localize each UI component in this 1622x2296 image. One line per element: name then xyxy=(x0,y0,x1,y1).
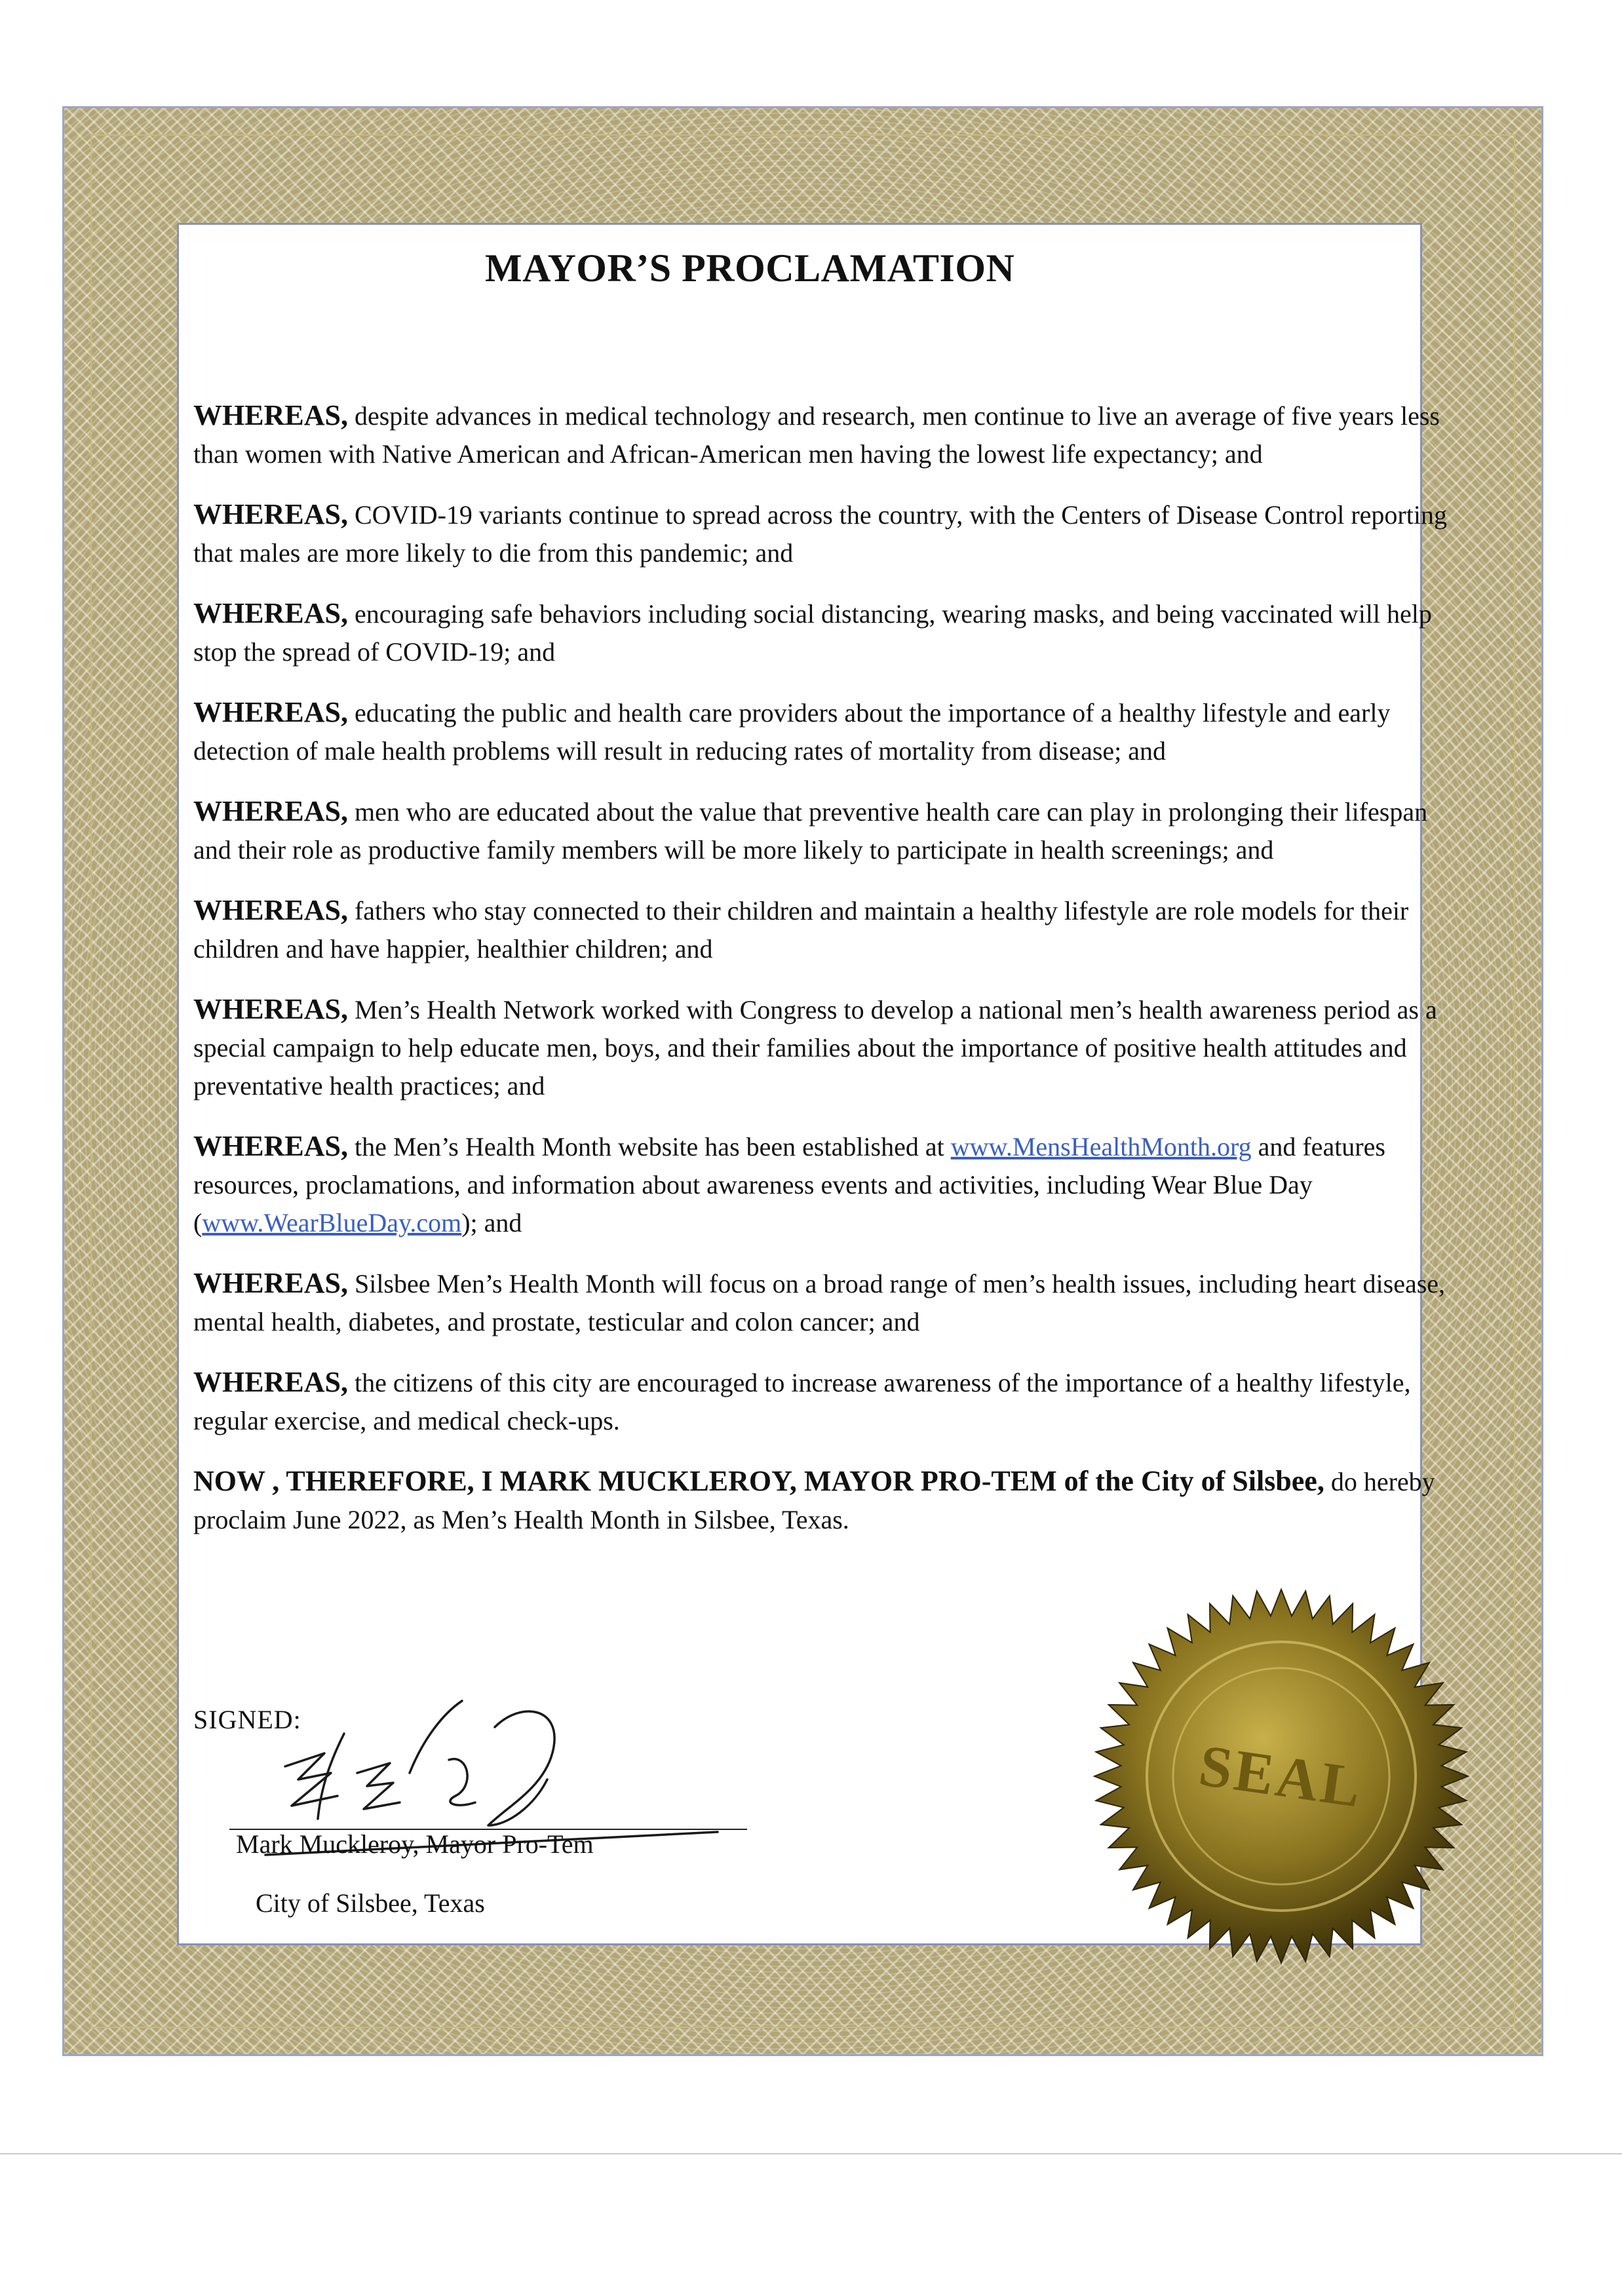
whereas-paragraph: WHEREAS, the citizens of this city are encouraged to increase awareness of the importance of a healthy lifestyle, regular exercise, and medical check-ups. xyxy=(193,1366,1411,1435)
whereas-paragraph: WHEREAS, Men’s Health Network worked with Congress to develop a national men’s health awareness period as a special campaign to help educate men, boys, and their families about the importance of positive health attitudes and preventative health practices; and xyxy=(193,993,1437,1100)
whereas-paragraph: WHEREAS, men who are educated about the value that preventive health care can play in prolonging their lifespan and their role as productive family members will be more likely to participate in health screenings; and xyxy=(193,795,1428,865)
whereas-paragraph: WHEREAS, COVID-19 variants continue to spread across the country, with the Centers of Disease Control reporting that males are more likely to die from this pandemic; and xyxy=(193,498,1447,568)
proclamation-body xyxy=(193,397,1465,1561)
signed-label: SIGNED: xyxy=(193,1705,301,1734)
scan-edge-line xyxy=(0,2153,1622,2154)
whereas-paragraph-links: WHEREAS, the Men’s Health Month website has been established at www.MensHealthMonth.org and features resources, proclamations, and information about awareness events and activities, including Wear Blue Day (www.WearBlueDay.com); and xyxy=(193,1130,1385,1237)
whereas-paragraph: WHEREAS, despite advances in medical technology and research, men continue to live an average of five years less than women with Native American and African-American men having the lowest life expectancy; and xyxy=(193,399,1440,469)
seal-label: SEAL xyxy=(1195,1732,1368,1820)
whereas-paragraph: WHEREAS, educating the public and health care providers about the importance of a healthy lifestyle and early detection of male health problems will result in reducing rates of mortality from disease; and xyxy=(193,696,1391,766)
whereas-paragraph: WHEREAS, fathers who stay connected to their children and maintain a healthy lifestyle are role models for their children and have happier, healthier children; and xyxy=(193,894,1409,963)
signer-name: Mark Muckleroy, Mayor Pro-Tem xyxy=(236,1829,594,1859)
page-title: MAYOR’S PROCLAMATION xyxy=(485,246,1015,290)
whereas-paragraph: WHEREAS, Silsbee Men’s Health Month will focus on a broad range of men’s health issues, including heart disease, mental health, diabetes, and prostate, testicular and colon cancer; and xyxy=(193,1267,1446,1336)
signer-organization: City of Silsbee, Texas xyxy=(256,1888,485,1918)
wearblueday-link[interactable]: www.WearBlueDay.com xyxy=(202,1208,462,1237)
menshealthmonth-link[interactable]: www.MensHealthMonth.org xyxy=(950,1132,1252,1161)
therefore-paragraph: NOW , THEREFORE, I MARK MUCKLEROY, MAYOR PRO-TEM of the City of Silsbee, do hereby proclaim June 2022, as Men’s Health Month in Silsbee, Texas. xyxy=(193,1465,1435,1534)
whereas-paragraph: WHEREAS, encouraging safe behaviors including social distancing, wearing masks, and being vaccinated will help stop the spread of COVID-19; and xyxy=(193,597,1432,667)
